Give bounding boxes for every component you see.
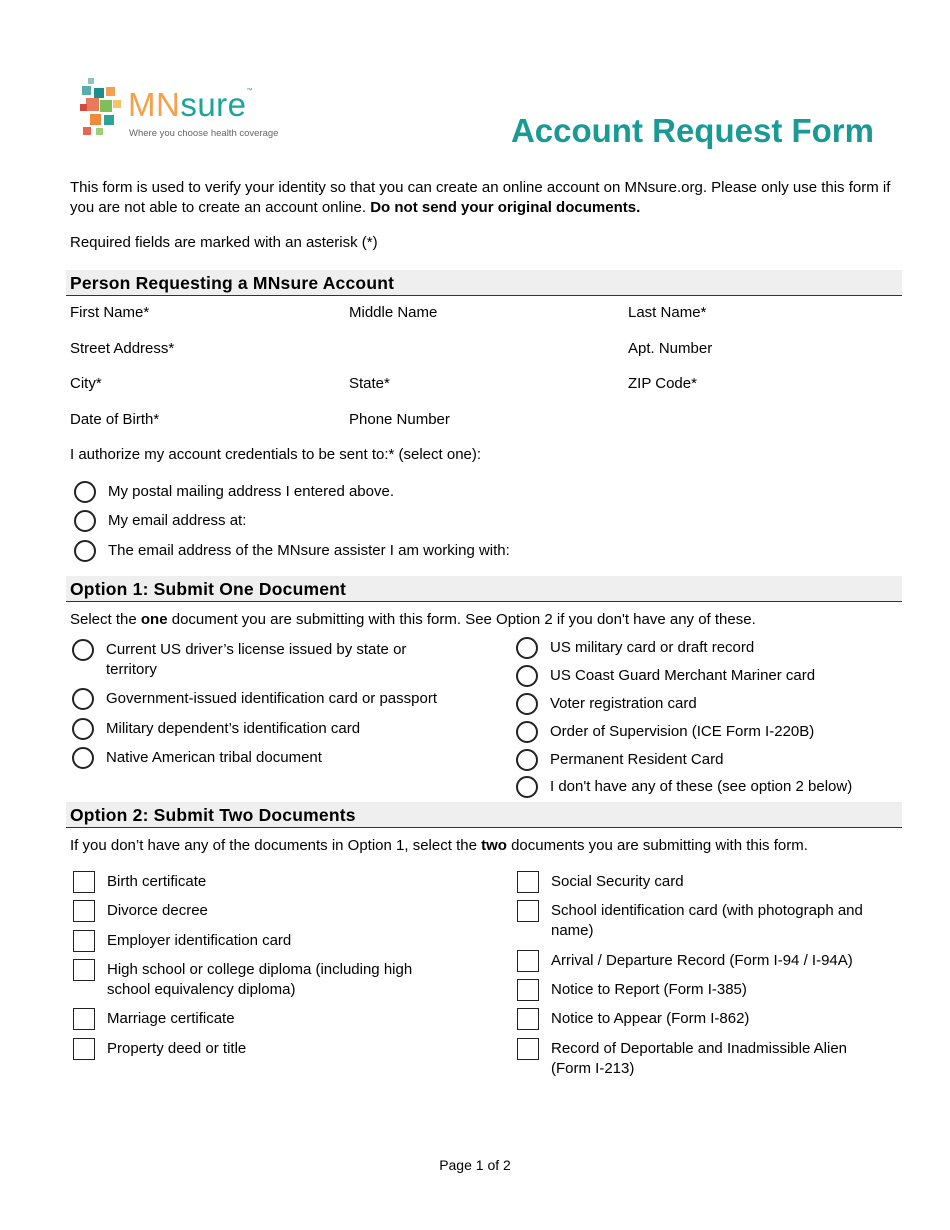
option1-doc-none[interactable]: I don't have any of these (see option 2 below) [516, 777, 852, 798]
radio-button[interactable] [74, 540, 96, 562]
logo-mark-icon [80, 78, 124, 140]
option1-doc-military-card[interactable]: US military card or draft record [516, 638, 754, 659]
section-heading-person: Person Requesting a MNsure Account [66, 270, 902, 296]
option2-doc-notice-to-report[interactable]: Notice to Report (Form I-385) [517, 980, 747, 1001]
logo-wordmark: MNsure™ [128, 86, 254, 123]
radio-button[interactable] [516, 749, 538, 771]
option2-doc-school-id[interactable]: School identification card (with photograph and name) [517, 901, 897, 941]
mnsure-logo [80, 78, 310, 142]
radio-button[interactable] [72, 639, 94, 661]
credential-option-email[interactable]: My email address at: [74, 511, 246, 532]
option1-doc-voter-registration[interactable]: Voter registration card [516, 694, 697, 715]
radio-button[interactable] [516, 721, 538, 743]
radio-button[interactable] [516, 637, 538, 659]
checkbox[interactable] [73, 900, 95, 922]
last-name-field[interactable]: Last Name* [628, 304, 707, 321]
option1-doc-drivers-license[interactable]: Current US driver’s license issued by state or territory [72, 640, 452, 680]
first-name-field[interactable]: First Name* [70, 304, 150, 321]
radio-button[interactable] [74, 510, 96, 532]
middle-name-field[interactable]: Middle Name [349, 304, 438, 321]
radio-button[interactable] [72, 688, 94, 710]
radio-button[interactable] [72, 747, 94, 769]
checkbox[interactable] [517, 950, 539, 972]
option2-doc-employer-id[interactable]: Employer identification card [73, 931, 291, 952]
checkbox[interactable] [73, 959, 95, 981]
street-address-field[interactable]: Street Address* [70, 340, 175, 357]
city-field[interactable]: City* [70, 375, 102, 392]
credential-option-assister[interactable]: The email address of the MNsure assister I am working with: [74, 541, 510, 562]
authorize-label: I authorize my account credentials to be sent to:* (select one): [70, 446, 482, 463]
checkbox[interactable] [517, 1038, 539, 1060]
checkbox[interactable] [517, 900, 539, 922]
option2-instructions: If you don’t have any of the documents in Option 1, select the two documents you are submitting with this form. [70, 837, 808, 854]
radio-button[interactable] [516, 693, 538, 715]
option1-doc-merchant-mariner[interactable]: US Coast Guard Merchant Mariner card [516, 666, 815, 687]
checkbox[interactable] [517, 871, 539, 893]
checkbox[interactable] [73, 1008, 95, 1030]
logo-tagline: Where you choose health coverage [129, 128, 279, 139]
apt-number-field[interactable]: Apt. Number [628, 340, 713, 357]
option2-doc-property-deed[interactable]: Property deed or title [73, 1039, 246, 1060]
checkbox[interactable] [73, 871, 95, 893]
option2-doc-marriage-certificate[interactable]: Marriage certificate [73, 1009, 235, 1030]
option1-doc-military-dependent[interactable]: Military dependent’s identification card [72, 719, 360, 740]
radio-button[interactable] [516, 665, 538, 687]
checkbox[interactable] [73, 930, 95, 952]
credential-option-postal[interactable]: My postal mailing address I entered above. [74, 482, 394, 503]
intro-paragraph: This form is used to verify your identity so that you can create an online account on MNsure.org. Please only use this form if you are not able to create an account online. Do not send your original documents. [70, 179, 891, 216]
radio-button[interactable] [516, 776, 538, 798]
option2-doc-deportable-alien[interactable]: Record of Deportable and Inadmissible Alien (Form I-213) [517, 1039, 897, 1079]
option2-doc-diploma[interactable]: High school or college diploma (including high school equivalency diploma) [73, 960, 453, 1000]
state-field[interactable]: State* [349, 375, 390, 392]
radio-button[interactable] [74, 481, 96, 503]
section-heading-option2: Option 2: Submit Two Documents [66, 802, 902, 828]
page-number: Page 1 of 2 [439, 1157, 511, 1173]
option1-doc-government-id[interactable]: Government-issued identification card or passport [72, 689, 437, 710]
zip-code-field[interactable]: ZIP Code* [628, 375, 697, 392]
option1-instructions: Select the one document you are submitting with this form. See Option 2 if you don't have any of these. [70, 611, 756, 628]
option2-doc-social-security[interactable]: Social Security card [517, 872, 684, 893]
option2-doc-divorce-decree[interactable]: Divorce decree [73, 901, 208, 922]
option2-doc-birth-certificate[interactable]: Birth certificate [73, 872, 206, 893]
checkbox[interactable] [517, 1008, 539, 1030]
phone-number-field[interactable]: Phone Number [349, 411, 450, 428]
option2-doc-arrival-departure[interactable]: Arrival / Departure Record (Form I-94 / I-94A) [517, 951, 853, 972]
option1-doc-tribal[interactable]: Native American tribal document [72, 748, 322, 769]
option1-doc-permanent-resident[interactable]: Permanent Resident Card [516, 750, 723, 771]
option1-doc-order-of-supervision[interactable]: Order of Supervision (ICE Form I-220B) [516, 722, 814, 743]
radio-button[interactable] [72, 718, 94, 740]
checkbox[interactable] [73, 1038, 95, 1060]
section-heading-option1: Option 1: Submit One Document [66, 576, 902, 602]
date-of-birth-field[interactable]: Date of Birth* [70, 411, 160, 428]
checkbox[interactable] [517, 979, 539, 1001]
option2-doc-notice-to-appear[interactable]: Notice to Appear (Form I-862) [517, 1009, 749, 1030]
required-note: Required fields are marked with an asterisk (*) [70, 234, 378, 251]
page-title: Account Request Form [510, 112, 874, 149]
